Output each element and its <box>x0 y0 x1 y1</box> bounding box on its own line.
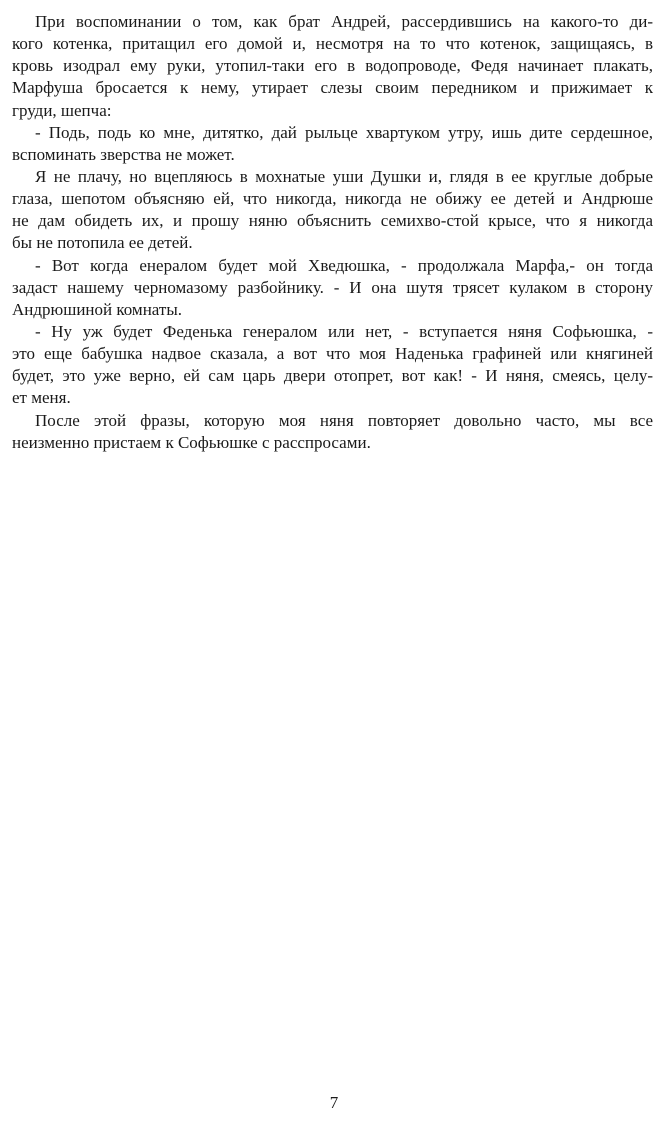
body-text <box>12 11 653 454</box>
text-line: задаст нашему черномазому разбойнику. - И она шутя трясет кулаком в сторону <box>12 277 653 297</box>
paragraph-3 <box>12 166 653 255</box>
text-line: кровь изодрал ему руки, утопил-таки его в водопроводе, Федя начинает плакать, <box>12 56 653 76</box>
text-line: бы не потопила ее детей. <box>12 233 193 253</box>
text-line: Андрюшиной комнаты. <box>12 299 182 319</box>
text-line: груди, шепча: <box>12 100 112 120</box>
text-line: вспоминать зверства не может. <box>12 144 235 164</box>
page-number: 7 <box>329 1093 339 1112</box>
paragraph-5 <box>12 321 653 410</box>
text-line: неизменно пристаем к Софьюшке с расспросами. <box>12 432 371 452</box>
text-line: - Вот когда енералом будет мой Хведюшка, - продолжала Марфа,- он тогда <box>35 255 653 275</box>
text-line: - Подь, подь ко мне, дитятко, дай рыльце хвартуком утру, ишь дите сердешное, <box>35 122 653 142</box>
paragraph-1 <box>12 11 653 122</box>
text-line: глаза, шепотом объясняю ей, что никогда, никогда не обижу ее детей и Андрюше <box>12 189 653 209</box>
text-line: это еще бабушка надвое сказала, а вот что моя Наденька графиней или княгиней <box>12 344 653 364</box>
text-line: будет, это уже верно, ей сам царь двери отопрет, вот как! - И няня, смеясь, целу- <box>12 366 653 386</box>
text-line: Марфуша бросается к нему, утирает слезы своим передником и прижимает к <box>12 78 653 98</box>
paragraph-4 <box>12 255 653 321</box>
text-line: При воспоминании о том, как брат Андрей, рассердившись на какого-то ди- <box>35 12 653 31</box>
text-line: После этой фразы, которую моя няня повторяет довольно часто, мы все <box>35 410 653 430</box>
text-line: Я не плачу, но вцепляюсь в мохнатые уши Душки и, глядя в ее круглые добрые <box>35 166 653 186</box>
text-line: не дам обидеть их, и прошу няню объяснить семихво-стой крысе, что я никогда <box>12 211 653 231</box>
text-line: кого котенка, притащил его домой и, несмотря на то что котенок, защищаясь, в <box>12 34 653 54</box>
paragraph-2 <box>12 122 653 166</box>
text-line: - Ну уж будет Феденька генералом или нет, - вступается няня Софьюшка, - <box>35 321 653 341</box>
paragraph-6 <box>12 410 653 454</box>
text-line: ет меня. <box>12 388 71 408</box>
